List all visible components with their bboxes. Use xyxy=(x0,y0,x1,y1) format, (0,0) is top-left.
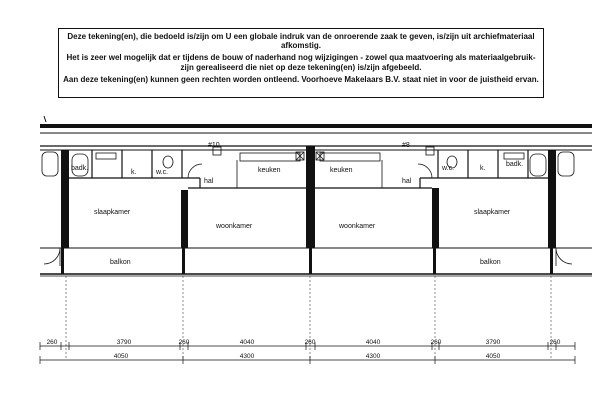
dimension-value: 260 xyxy=(430,339,442,346)
bathtub-right-2 xyxy=(530,154,546,176)
outer-walls xyxy=(40,116,592,276)
room-label-wc-left: w.c. xyxy=(156,169,169,176)
counter-left xyxy=(240,153,300,161)
bathtub-right xyxy=(558,152,574,176)
dimension-value: 3790 xyxy=(116,339,132,346)
counter-right xyxy=(320,153,380,161)
toilet-left xyxy=(163,156,173,168)
sink-right xyxy=(504,153,524,159)
room-label-k-right: k. xyxy=(480,165,486,172)
dimension-value: 4040 xyxy=(239,339,255,346)
dimension-value: 260 xyxy=(549,339,561,346)
room-label-k-left: k. xyxy=(131,169,137,176)
room-label-bedroom-left: slaapkamer xyxy=(94,209,131,216)
room-label-hal-left: hal xyxy=(204,178,214,185)
dimension-value: 3790 xyxy=(485,339,501,346)
dimension-value: 260 xyxy=(46,339,58,346)
dimension-total: 4050 xyxy=(485,353,501,360)
disclaimer-paragraph-2: Het is zeer wel mogelijk dat er tijdens de bouw of naderhand nog wijzigingen - zowel qua maatvoering als materiaalgebruik- zijn gerealiseerd die niet op deze tekening(en) is/zijn afgebeeld. xyxy=(66,53,536,72)
dimension-total: 4300 xyxy=(365,353,381,360)
dimension-total: 4050 xyxy=(113,353,129,360)
room-label-kitchen-right: keuken xyxy=(330,167,353,174)
dimension-value: 260 xyxy=(304,339,316,346)
room-label-bath-right: badk. xyxy=(506,161,524,168)
bathtub-left xyxy=(42,152,58,176)
dimension-value: 260 xyxy=(178,339,190,346)
dimension-total: 4300 xyxy=(239,353,255,360)
unit-number-left: #10 xyxy=(208,142,220,149)
room-label-balcony-left: balkon xyxy=(110,259,131,266)
room-label-living-right: woonkamer xyxy=(339,223,376,230)
disclaimer-paragraph-3: Aan deze tekening(en) kunnen geen rechten worden ontleend. Voorhoeve Makelaars B.V. staat niet in voor de juistheid ervan. xyxy=(63,74,539,84)
room-label-wc-right: w.c. xyxy=(442,165,455,172)
room-label-kitchen-left: keuken xyxy=(258,167,281,174)
room-label-bath-left: badk. xyxy=(71,165,89,172)
unit-number-right: #8 xyxy=(402,142,410,149)
room-label-living-left: woonkamer xyxy=(216,223,253,230)
dimension-guides xyxy=(66,276,551,360)
sink-left xyxy=(96,153,116,159)
disclaimer-paragraph-1: Deze tekening(en), die bedoeld is/zijn om U een globale indruk van de onroerende zaak te geven, is/zijn uit archiefmateriaal afkomstig. xyxy=(67,32,535,51)
room-label-hal-right: hal xyxy=(402,178,412,185)
dimension-value: 4040 xyxy=(365,339,381,346)
room-label-bedroom-right: slaapkamer xyxy=(474,209,511,216)
room-label-balcony-right: balkon xyxy=(480,259,501,266)
